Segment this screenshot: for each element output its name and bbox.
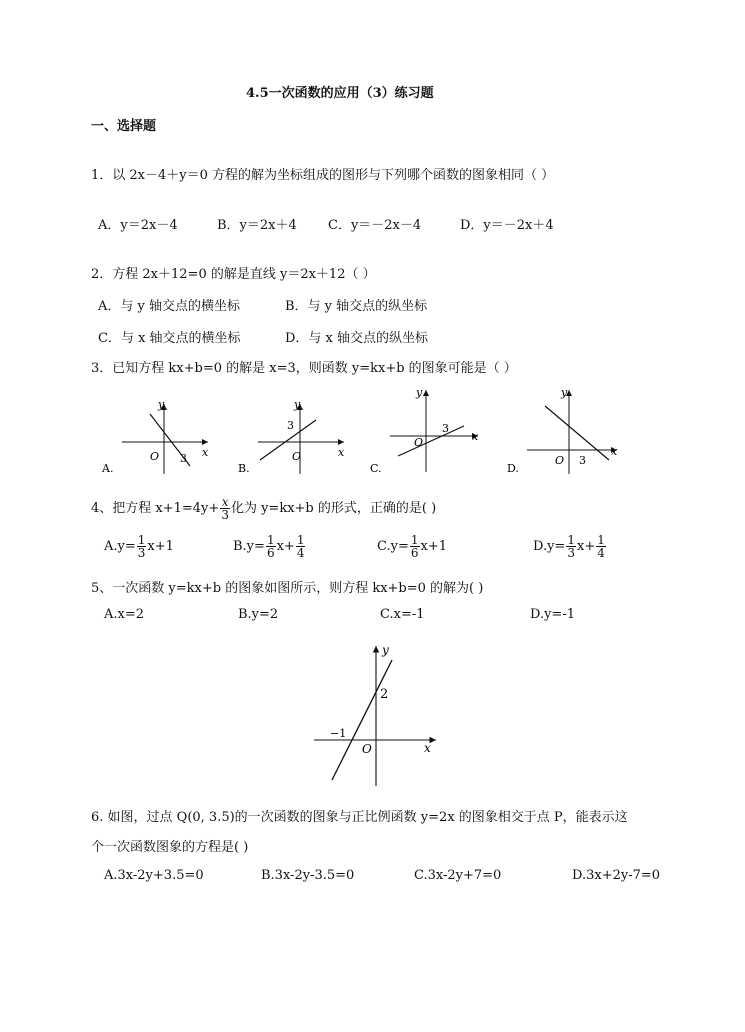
graph-c-label: C. bbox=[370, 462, 382, 475]
graph-b-y-label: y bbox=[294, 398, 301, 411]
question-3-graph-c bbox=[368, 384, 492, 478]
question-6-option-c: C.3x-2y+7=0 bbox=[414, 868, 502, 883]
q4-b-frac2 bbox=[296, 534, 306, 559]
graph-d-tick: 3 bbox=[579, 454, 586, 467]
graph-d-y-label: y bbox=[561, 386, 568, 399]
page-title: 4.5一次函数的应用（3）练习题 bbox=[246, 86, 434, 101]
q4-a-pre: A.y= bbox=[104, 539, 136, 554]
question-3-graph-a bbox=[100, 396, 220, 478]
question-4-option-b bbox=[233, 534, 306, 559]
q4-c-frac1 bbox=[410, 534, 420, 559]
graph-b-x-label: x bbox=[338, 446, 345, 459]
q4-a-frac1 bbox=[137, 534, 147, 559]
q4-c-f1d: 6 bbox=[410, 546, 419, 560]
question-6-option-b: B.3x-2y-3.5=0 bbox=[261, 868, 355, 883]
question-4-option-d bbox=[533, 534, 607, 559]
question-2-option-c: C．与 x 轴交点的横坐标 bbox=[98, 331, 241, 346]
q4-stem-fraction bbox=[220, 496, 230, 521]
graph-b-label: B. bbox=[238, 462, 250, 475]
graph-b-origin: O bbox=[292, 450, 302, 463]
q4-b-pre: B.y= bbox=[233, 539, 265, 554]
q4-d-f1n: 1 bbox=[567, 533, 575, 547]
question-1-stem: 1．以 2x－4＋y＝0 方程的解为坐标组成的图形与下列哪个函数的图象相同（ ） bbox=[91, 168, 555, 183]
question-5-option-d: D.y=-1 bbox=[530, 607, 575, 622]
q4-d-f1d: 3 bbox=[567, 546, 575, 560]
question-1-option-a: A．y＝2x－4 bbox=[98, 218, 178, 233]
graph-c-y-label: y bbox=[416, 386, 423, 399]
graph-c-x-label: x bbox=[472, 430, 479, 443]
graph-d-x-label: x bbox=[611, 445, 618, 458]
question-5-option-b: B.y=2 bbox=[238, 607, 279, 622]
q4-d-frac2 bbox=[596, 534, 606, 559]
q4-d-frac1 bbox=[566, 534, 576, 559]
question-2-stem: 2．方程 2x＋12=0 的解是直线 y＝2x＋12（ ） bbox=[91, 267, 376, 282]
question-4-option-c bbox=[377, 534, 447, 559]
q5-graph-x-label: x bbox=[424, 741, 431, 755]
q4-c-pre: C.y= bbox=[377, 539, 409, 554]
question-6-line-2: 个一次函数图象的方程是( ) bbox=[91, 840, 249, 855]
graph-a-x-label: x bbox=[202, 446, 209, 459]
question-1-option-d: D．y＝－2x＋4 bbox=[460, 218, 554, 233]
q4-d-f2d: 4 bbox=[597, 546, 605, 560]
q4-stem-frac-num: x bbox=[221, 495, 229, 509]
q4-b-f1d: 6 bbox=[266, 546, 275, 560]
question-3-graph-b bbox=[236, 396, 356, 478]
q4-d-pre: D.y= bbox=[533, 539, 566, 554]
question-3-graph-d bbox=[505, 384, 625, 478]
q4-d-mid: x+ bbox=[576, 539, 596, 554]
graph-a-y-label: y bbox=[158, 398, 165, 411]
q5-graph-y-tick: 2 bbox=[380, 687, 389, 702]
question-5-graph bbox=[306, 640, 446, 790]
question-2-option-a: A．与 y 轴交点的横坐标 bbox=[98, 299, 240, 314]
question-5-option-a: A.x=2 bbox=[104, 607, 145, 622]
graph-c-tick: 3 bbox=[442, 422, 449, 435]
graph-a-tick: 3 bbox=[180, 452, 187, 465]
section-heading: 一、选择题 bbox=[91, 119, 157, 134]
q4-stem-frac-den: 3 bbox=[221, 508, 229, 522]
q4-b-f2n: 1 bbox=[296, 533, 305, 547]
q5-graph-x-tick: −1 bbox=[330, 727, 347, 740]
question-5-stem: 5、一次函数 y=kx+b 的图象如图所示，则方程 kx+b=0 的解为( ) bbox=[91, 581, 484, 596]
graph-c-origin: O bbox=[414, 436, 424, 449]
q5-graph-y-label: y bbox=[382, 643, 389, 657]
graph-a-origin: O bbox=[150, 450, 160, 463]
graph-a-label: A. bbox=[102, 462, 114, 475]
question-1-option-c: C．y＝－2x－4 bbox=[328, 218, 422, 233]
question-4-option-a bbox=[104, 534, 174, 559]
question-4-stem bbox=[91, 496, 436, 521]
q4-stem-pre: 4、把方程 x+1=4y+ bbox=[91, 501, 220, 516]
q4-b-mid: x+ bbox=[276, 539, 295, 554]
question-6-line-1: 6. 如图，过点 Q(0, 3.5)的一次函数的图象与正比例函数 y=2x 的图象相交于点 P，能表示这 bbox=[91, 810, 628, 825]
graph-b-tick: 3 bbox=[287, 419, 294, 432]
q4-a-f1d: 3 bbox=[137, 546, 146, 560]
q4-a-mid: x+1 bbox=[147, 539, 174, 554]
q4-b-frac1 bbox=[266, 534, 276, 559]
q4-b-f2d: 4 bbox=[296, 546, 305, 560]
question-6-option-a: A.3x-2y+3.5=0 bbox=[104, 868, 204, 883]
question-6-option-d: D.3x+2y-7=0 bbox=[572, 868, 661, 883]
q4-c-mid: x+1 bbox=[420, 539, 447, 554]
question-1-option-b: B．y＝2x＋4 bbox=[217, 218, 297, 233]
question-2-option-d: D．与 x 轴交点的纵坐标 bbox=[285, 331, 429, 346]
graph-d-label: D. bbox=[507, 462, 519, 475]
question-5-option-c: C.x=-1 bbox=[380, 607, 425, 622]
q4-c-f1n: 1 bbox=[410, 533, 419, 547]
question-2-option-b: B．与 y 轴交点的纵坐标 bbox=[285, 299, 428, 314]
q5-graph-origin: O bbox=[362, 742, 372, 756]
question-3-stem: 3．已知方程 kx+b=0 的解是 x=3，则函数 y=kx+b 的图象可能是（ ） bbox=[91, 361, 517, 376]
q4-stem-post: 化为 y=kx+b 的形式，正确的是( ) bbox=[230, 501, 437, 516]
graph-d-origin: O bbox=[555, 454, 565, 467]
q4-b-f1n: 1 bbox=[266, 533, 275, 547]
q4-a-f1n: 1 bbox=[137, 533, 146, 547]
q4-d-f2n: 1 bbox=[597, 533, 605, 547]
